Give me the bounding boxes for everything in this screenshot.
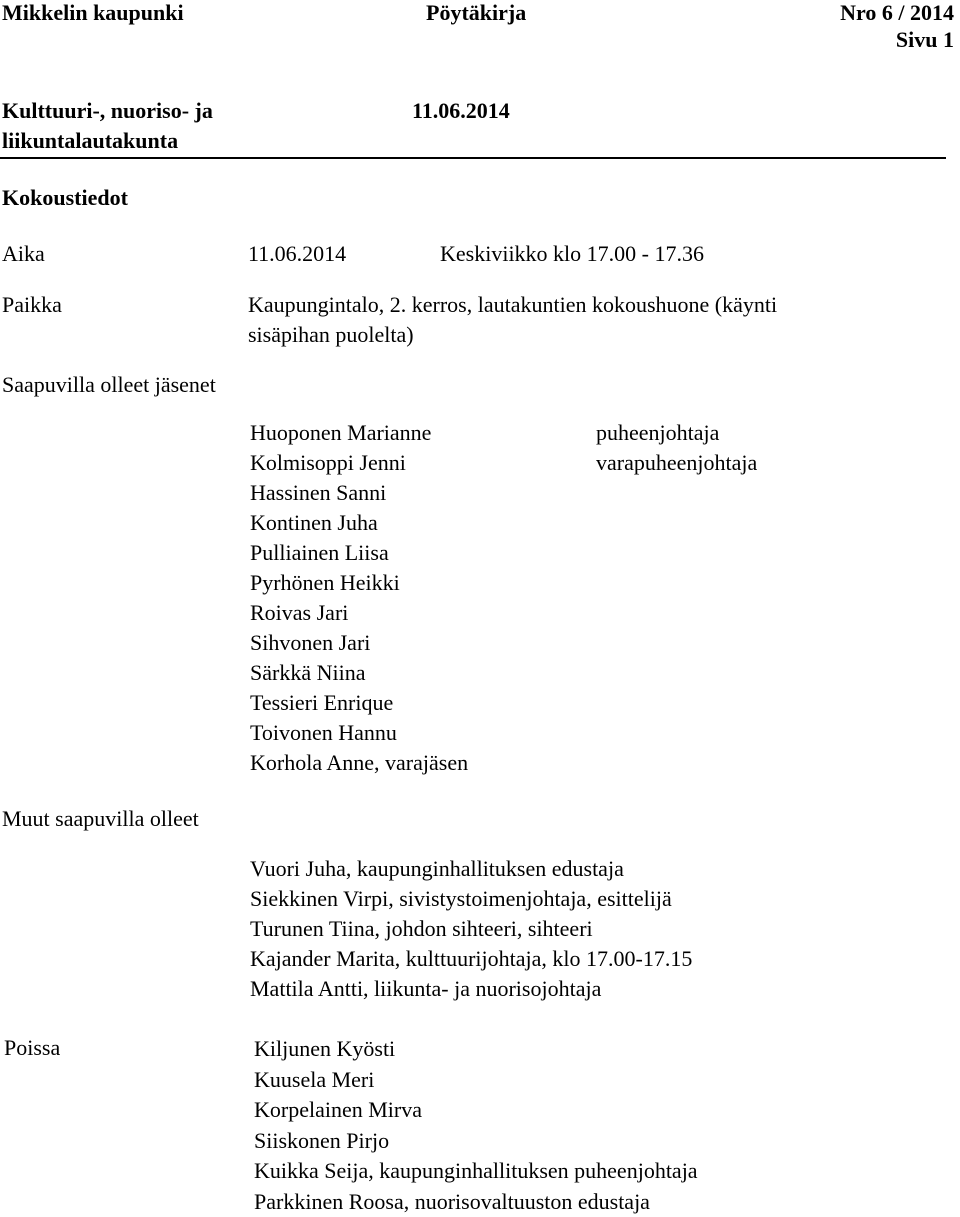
role-chair: puheenjohtaja — [596, 418, 757, 448]
others-list — [250, 854, 692, 1004]
member-roles — [596, 418, 757, 478]
board-name-line1: Kulttuuri-, nuoriso- ja — [2, 98, 213, 124]
list-item: Korhola Anne, varajäsen — [250, 748, 468, 778]
members-list — [250, 418, 468, 778]
document-type: Pöytäkirja — [426, 0, 526, 26]
list-item: Kuusela Meri — [254, 1065, 698, 1096]
list-item: Kuikka Seija, kaupunginhallituksen puheenjohtaja — [254, 1156, 698, 1187]
meeting-time: Keskiviikko klo 17.00 - 17.36 — [440, 241, 704, 267]
document-number: Nro 6 / 2014 — [840, 0, 954, 26]
role-vice-chair: varapuheenjohtaja — [596, 448, 757, 478]
place-line1: Kaupungintalo, 2. kerros, lautakuntien kokoushuone (käynti — [248, 292, 777, 318]
list-item: Pulliainen Liisa — [250, 538, 468, 568]
list-item: Kajander Marita, kulttuurijohtaja, klo 17.00-17.15 — [250, 944, 692, 974]
list-item: Toivonen Hannu — [250, 718, 468, 748]
time-label: Aika — [2, 241, 45, 267]
place-label: Paikka — [2, 292, 62, 318]
list-item: Siekkinen Virpi, sivistystoimenjohtaja, esittelijä — [250, 884, 692, 914]
list-item: Siiskonen Pirjo — [254, 1126, 698, 1157]
list-item: Mattila Antti, liikunta- ja nuorisojohtaja — [250, 974, 692, 1004]
list-item: Korpelainen Mirva — [254, 1095, 698, 1126]
list-item: Särkkä Niina — [250, 658, 468, 688]
list-item: Parkkinen Roosa, nuorisovaltuuston edustaja — [254, 1187, 698, 1217]
board-name-line2: liikuntalautakunta — [2, 128, 178, 154]
meeting-date-header: 11.06.2014 — [412, 98, 510, 124]
list-item: Kolmisoppi Jenni — [250, 448, 468, 478]
list-item: Roivas Jari — [250, 598, 468, 628]
list-item: Turunen Tiina, johdon sihteeri, sihteeri — [250, 914, 692, 944]
members-label: Saapuvilla olleet jäsenet — [2, 372, 216, 398]
absent-label: Poissa — [4, 1035, 60, 1061]
list-item: Tessieri Enrique — [250, 688, 468, 718]
list-item: Kiljunen Kyösti — [254, 1034, 698, 1065]
section-title: Kokoustiedot — [2, 185, 128, 211]
others-label: Muut saapuvilla olleet — [2, 806, 199, 832]
meeting-date: 11.06.2014 — [248, 241, 346, 267]
page-number: Sivu 1 — [896, 27, 954, 53]
absent-list — [254, 1034, 698, 1217]
list-item: Huoponen Marianne — [250, 418, 468, 448]
header-divider — [0, 157, 946, 159]
list-item: Hassinen Sanni — [250, 478, 468, 508]
list-item: Vuori Juha, kaupunginhallituksen edustaja — [250, 854, 692, 884]
list-item: Kontinen Juha — [250, 508, 468, 538]
place-line2: sisäpihan puolelta) — [248, 322, 414, 348]
list-item: Pyrhönen Heikki — [250, 568, 468, 598]
city-name: Mikkelin kaupunki — [2, 0, 184, 26]
list-item: Sihvonen Jari — [250, 628, 468, 658]
